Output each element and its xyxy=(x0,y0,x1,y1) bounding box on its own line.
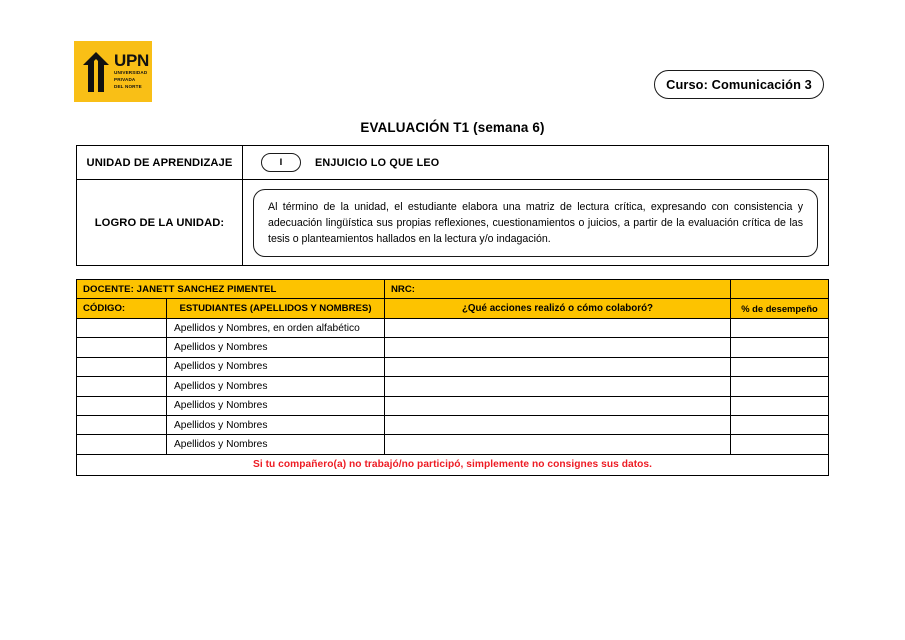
teacher-cell: DOCENTE: JANETT SANCHEZ PIMENTEL xyxy=(77,280,385,299)
table-row xyxy=(77,338,828,357)
cell-performance[interactable] xyxy=(731,377,828,396)
cell-performance[interactable] xyxy=(731,358,828,377)
cell-code[interactable] xyxy=(77,416,167,435)
cell-performance[interactable] xyxy=(731,319,828,338)
outcome-label: LOGRO DE LA UNIDAD: xyxy=(77,180,243,265)
upn-logo-subtitle-3: DEL NORTE xyxy=(114,84,142,90)
cell-actions[interactable] xyxy=(385,358,731,377)
cell-performance[interactable] xyxy=(731,397,828,416)
upn-arrow-icon xyxy=(83,52,111,92)
upn-logo-subtitle-2: PRIVADA xyxy=(114,77,136,83)
table-row xyxy=(77,397,828,416)
unit-name-label: ENJUICIO LO QUE LEO xyxy=(315,156,440,169)
cell-actions[interactable] xyxy=(385,319,731,338)
cell-actions[interactable] xyxy=(385,338,731,357)
upn-logo xyxy=(74,41,152,102)
cell-student[interactable]: Apellidos y Nombres xyxy=(167,358,385,377)
cell-student[interactable]: Apellidos y Nombres xyxy=(167,435,385,454)
table-row xyxy=(77,377,828,396)
cell-actions[interactable] xyxy=(385,435,731,454)
table-footer-note xyxy=(77,455,828,475)
nrc-cell: NRC: xyxy=(385,280,731,299)
cell-actions[interactable] xyxy=(385,416,731,435)
upn-logo-text xyxy=(114,53,152,91)
grade-table-header-row-1 xyxy=(77,280,828,299)
cell-student[interactable]: Apellidos y Nombres, en orden alfabético xyxy=(167,319,385,338)
course-badge xyxy=(654,70,824,99)
table-row xyxy=(77,416,828,435)
cell-student[interactable]: Apellidos y Nombres xyxy=(167,416,385,435)
cell-student[interactable]: Apellidos y Nombres xyxy=(167,338,385,357)
unit-label: UNIDAD DE APRENDIZAJE xyxy=(77,146,243,179)
column-header-students: ESTUDIANTES (APELLIDOS Y NOMBRES) xyxy=(167,299,385,319)
unit-info-table xyxy=(76,145,829,266)
cell-performance[interactable] xyxy=(731,416,828,435)
table-footer-note-text: Si tu compañero(a) no trabajó/no participó, simplemente no consignes sus datos. xyxy=(252,459,653,471)
cell-code[interactable] xyxy=(77,319,167,338)
table-row xyxy=(77,358,828,377)
cell-code[interactable] xyxy=(77,435,167,454)
unit-number-badge: I xyxy=(261,153,301,172)
cell-student[interactable]: Apellidos y Nombres xyxy=(167,397,385,416)
cell-actions[interactable] xyxy=(385,377,731,396)
cell-code[interactable] xyxy=(77,338,167,357)
cell-code[interactable] xyxy=(77,377,167,396)
outcome-row xyxy=(77,180,828,265)
cell-code[interactable] xyxy=(77,358,167,377)
table-row xyxy=(77,435,828,454)
column-header-code: CÓDIGO: xyxy=(77,299,167,319)
grade-table xyxy=(76,279,829,476)
header-blank-cell xyxy=(731,280,828,299)
course-badge-label: Curso: Comunicación 3 xyxy=(666,77,812,92)
upn-logo-title: UPN xyxy=(114,51,149,70)
outcome-value xyxy=(243,180,828,265)
cell-performance[interactable] xyxy=(731,435,828,454)
cell-student[interactable]: Apellidos y Nombres xyxy=(167,377,385,396)
page-title: EVALUACIÓN T1 (semana 6) xyxy=(360,120,545,135)
grade-table-header-row-2 xyxy=(77,299,828,319)
cell-actions[interactable] xyxy=(385,397,731,416)
table-row xyxy=(77,319,828,338)
cell-code[interactable] xyxy=(77,397,167,416)
cell-performance[interactable] xyxy=(731,338,828,357)
upn-logo-subtitle-1: UNIVERSIDAD xyxy=(114,70,148,75)
column-header-performance: % de desempeño xyxy=(731,299,828,319)
column-header-actions: ¿Qué acciones realizó o cómo colaboró? xyxy=(385,299,731,319)
outcome-text: Al término de la unidad, el estudiante elabora una matriz de lectura crítica, expresando con consistencia y adecuación lingüística sus propias reflexiones, cuestionamientos o juicios, a partir de la evaluación crítica de las tesis o planteamientos hallados en la lectura y/o indagación. xyxy=(253,189,818,257)
document-header xyxy=(0,0,905,135)
unit-row xyxy=(77,146,828,180)
unit-value xyxy=(243,146,828,179)
